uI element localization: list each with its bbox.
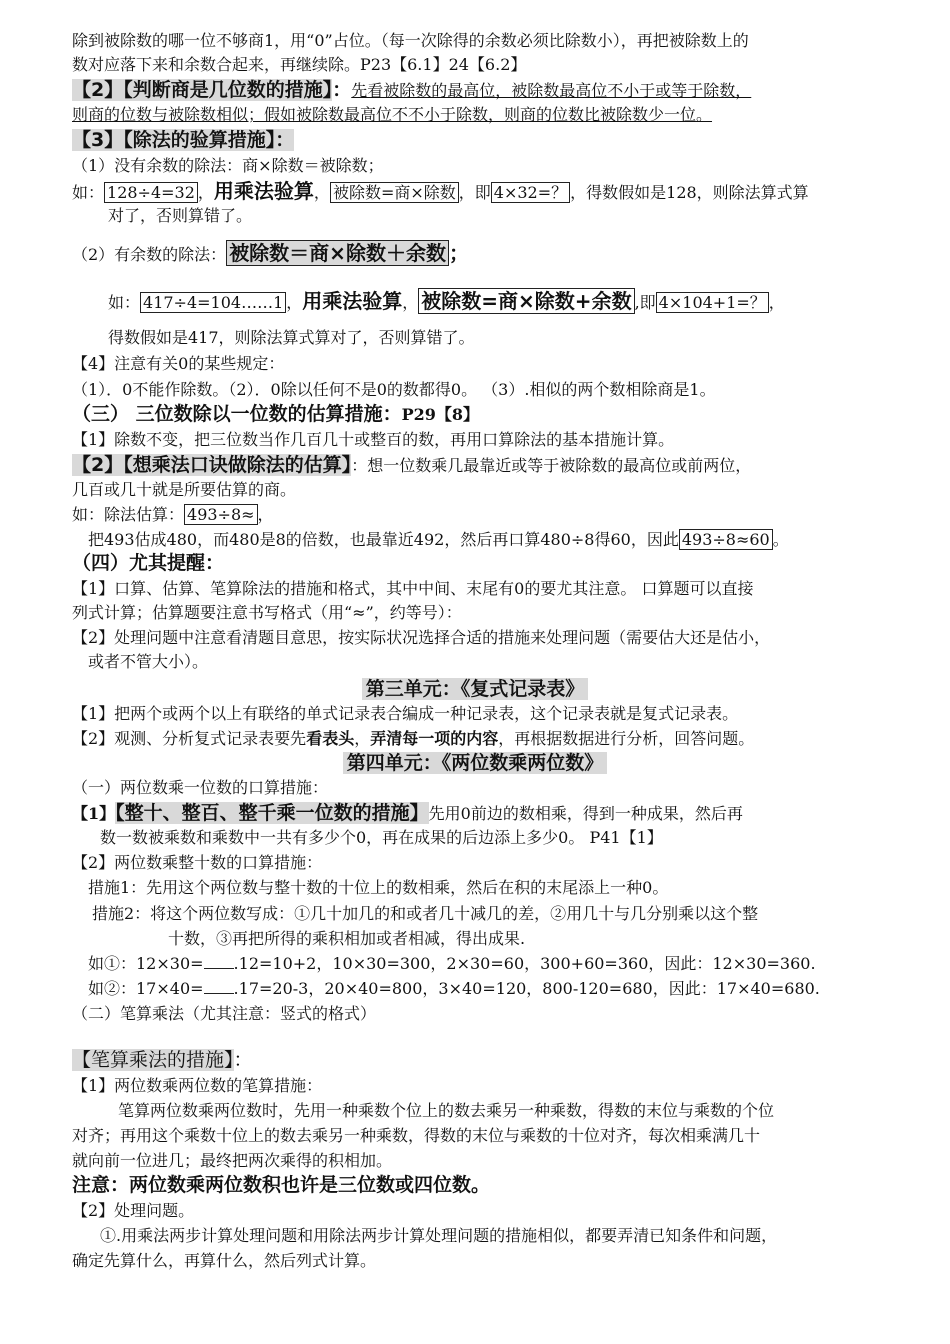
text-line: 或者不管大小）。 bbox=[88, 652, 209, 671]
punct: 。 bbox=[772, 530, 789, 549]
section-3-2 bbox=[72, 242, 469, 266]
colon: ： bbox=[332, 79, 352, 101]
formula-box: 被除数=商×除数+余数 bbox=[418, 288, 634, 314]
text-line bbox=[88, 978, 820, 1000]
text-line: 列式计算；估算题要注意书写格式（用“≈”，约等号）： bbox=[72, 603, 462, 622]
section-2-text-cont: 则商的位数与被除数相似；假如被除数最高位不不小于除数，则商的位数比被除数少一位。 bbox=[72, 105, 713, 124]
heading-3 bbox=[72, 403, 479, 426]
text-line: （一）两位数乘一位数的口算措施： bbox=[72, 778, 329, 797]
text: ，即 bbox=[458, 183, 491, 202]
unit-heading: 第四单元：《两位数乘两位数》 bbox=[343, 752, 608, 774]
punct: ； bbox=[448, 241, 469, 265]
punct: ， bbox=[768, 293, 785, 312]
text-line: 【4】注意有关0的某些规定： bbox=[72, 354, 285, 373]
punct: ： bbox=[233, 1049, 253, 1071]
punct: ， bbox=[286, 293, 303, 312]
heading: 【整十、整百、整千乘一位数的措施】 bbox=[115, 802, 429, 824]
text-line: 【2】处理问题中注意看清题目意思，按实际状况选择合适的措施来处理问题（需要估大还是估小， bbox=[72, 628, 771, 647]
text-line: 笔算两位数乘两位数时，先用一种乘数个位上的数去乘另一种乘数，得数的末位与乘数的个位 bbox=[118, 1101, 775, 1120]
formula-box: 417÷4=104……1 bbox=[140, 292, 286, 313]
text-line bbox=[72, 104, 712, 126]
note bbox=[72, 1174, 490, 1197]
text: .12=10+2，10×30=300，2×30=60，300+60=360，因此：12×30=360. bbox=[233, 954, 816, 973]
text-line: 【1】口算、估算、笔算除法的措施和格式，其中中间、末尾有0的要尤其注意。 口算题可以直接 bbox=[72, 579, 754, 598]
text-line: 【2】两位数乘整十数的口算措施： bbox=[72, 853, 323, 872]
estimate-example bbox=[72, 504, 274, 526]
heading: （三） 三位数除以一位数的估算措施： bbox=[72, 403, 402, 425]
label: 如： bbox=[108, 293, 141, 312]
unit-heading: 第三单元：《复式记录表》 bbox=[362, 678, 589, 700]
text-line: 【2】处理问题。 bbox=[72, 1201, 195, 1220]
text: 【1】 bbox=[72, 804, 116, 823]
text-line: 对齐；再用这个乘数十位上的数去乘另一种乘数，得数的末位与乘数的十位对齐，每次相乘满几十 bbox=[72, 1126, 761, 1145]
text: 先用0前边的数相乘，得到一种成果，然后再 bbox=[428, 804, 743, 823]
written-title bbox=[72, 1049, 253, 1071]
text: .17=20-3，20×40=800，3×40=120，800-120=680，因此：17×40=680. bbox=[233, 979, 820, 998]
formula-box: 128÷4=32 bbox=[104, 182, 198, 203]
estimate-explain bbox=[88, 529, 789, 551]
text: ,即 bbox=[634, 293, 656, 312]
blank bbox=[204, 993, 234, 994]
text: ：想一位数乘几最靠近或等于被除数的最高位或前两位， bbox=[351, 456, 752, 475]
text: （2）有余数的除法： bbox=[72, 245, 227, 264]
section-2 bbox=[72, 79, 751, 102]
text-line: 十数，③再把所得的乘积相加或者相减，得出成果. bbox=[168, 929, 526, 948]
section-2-title: 【2】【判断商是几位数的措施】 bbox=[72, 79, 333, 101]
text-line: 措施2：将这个两位数写成：①几十加几的和或者几十减几的差，②用几十与几分别乘以这个整 bbox=[92, 904, 759, 923]
text: 如②：17×40= bbox=[88, 979, 204, 998]
example-2 bbox=[108, 290, 785, 314]
text-line: 数对应落下来和余数合起来，再继续除。P23【6.1】24【6.2】 bbox=[72, 55, 527, 74]
heading: 【笔算乘法的措施】 bbox=[72, 1049, 234, 1071]
estimate-2 bbox=[72, 454, 751, 477]
text-line: 措施1：先用这个两位数与整十数的十位上的数相乘，然后在积的末尾添上一种0。 bbox=[88, 878, 669, 897]
text: ，再根据数据进行分析，回答问题。 bbox=[498, 729, 755, 748]
text: 【2】观测、分析复式记录表要先 bbox=[72, 729, 307, 748]
text-line: 就向前一位进几；最终把两次乘得的积相加。 bbox=[72, 1151, 393, 1170]
note-text: 注意：两位数乘两位数积也许是三位数或四位数。 bbox=[72, 1174, 491, 1196]
verify-label: 用乘法验算 bbox=[302, 289, 403, 313]
text-line: 除到被除数的哪一位不够商1，用“0”占位。（每一次除得的余数必须比除数小），再把被除数上的 bbox=[72, 31, 749, 50]
punct: ， bbox=[257, 505, 274, 524]
formula-box: 4×104+1=？ bbox=[656, 292, 769, 313]
punct: ， bbox=[313, 183, 330, 202]
heading: 【2】【想乘法口诀做除法的估算】 bbox=[72, 454, 352, 476]
punct: ， bbox=[402, 293, 419, 312]
page-ref: P29【8】 bbox=[401, 405, 480, 424]
unit-4-title bbox=[0, 751, 950, 775]
heading: （四）尤其提醒： bbox=[72, 552, 225, 574]
formula-box: 493÷8≈60 bbox=[679, 529, 773, 550]
label: 如： bbox=[72, 183, 105, 202]
verify-label: 用乘法验算 bbox=[213, 179, 314, 203]
text-line: （二）笔算乘法（尤其注意：竖式的格式） bbox=[72, 1004, 377, 1023]
text-line: （1）．0不能作除数。（2）．0除以任何不是0的数都得0。 （3）.相似的两个数相除商是1。 bbox=[72, 380, 716, 399]
section-3-title bbox=[72, 129, 294, 152]
formula-box: 被除数＝商×除数＋余数 bbox=[226, 240, 449, 266]
punct: ， bbox=[197, 183, 214, 202]
text-line bbox=[88, 953, 816, 975]
text: 把493估成480，而480是8的倍数，也最靠近492，然后再口算480÷8得60，因此 bbox=[88, 530, 679, 549]
heading-4 bbox=[72, 552, 224, 575]
formula-box: 被除数=商×除数 bbox=[330, 182, 459, 203]
unit-3-title bbox=[0, 677, 950, 701]
text-line: 【1】把两个或两个以上有联络的单式记录表合编成一种记录表，这个记录表就是复式记录表。 bbox=[72, 704, 739, 723]
text-line: 数一数被乘数和乘数中一共有多少个0，再在成果的后边添上多少0。 P41【1】 bbox=[100, 828, 663, 847]
blank bbox=[204, 968, 234, 969]
text: ，得数假如是128，则除法算式算 bbox=[570, 183, 809, 202]
punct: ， bbox=[354, 729, 371, 748]
formula-box: 493÷8≈ bbox=[184, 504, 258, 525]
text-bold: 弄清每一项的内容 bbox=[370, 729, 499, 748]
text-line bbox=[72, 802, 743, 825]
text-line: 对了，否则算错了。 bbox=[108, 206, 253, 225]
text-line bbox=[72, 728, 754, 750]
example-1 bbox=[72, 180, 809, 204]
text-line: ①.用乘法两步计算处理问题和用除法两步计算处理问题的措施相似，都要弄清已知条件和问题， bbox=[100, 1226, 778, 1245]
text-line: 几百或几十就是所要估算的商。 bbox=[72, 480, 297, 499]
heading: 【3】【除法的验算措施】： bbox=[72, 129, 295, 151]
text: 如：除法估算： bbox=[72, 505, 185, 524]
text-bold: 看表头 bbox=[306, 729, 355, 748]
text-line: 得数假如是417，则除法算式算对了，否则算错了。 bbox=[108, 328, 475, 347]
section-2-text: 先看被除数的最高位，被除数最高位不小于或等于除数， bbox=[351, 81, 752, 100]
formula-box: 4×32=？ bbox=[491, 182, 570, 203]
text-line: 【1】两位数乘两位数的笔算措施： bbox=[72, 1076, 323, 1095]
text: 如①：12×30= bbox=[88, 954, 204, 973]
text-line: 【1】除数不变，把三位数当作几百几十或整百的数，再用口算除法的基本措施计算。 bbox=[72, 430, 675, 449]
text-line: 确定先算什么，再算什么，然后列式计算。 bbox=[72, 1251, 377, 1270]
text-line: （1）没有余数的除法：商×除数＝被除数； bbox=[72, 156, 384, 175]
